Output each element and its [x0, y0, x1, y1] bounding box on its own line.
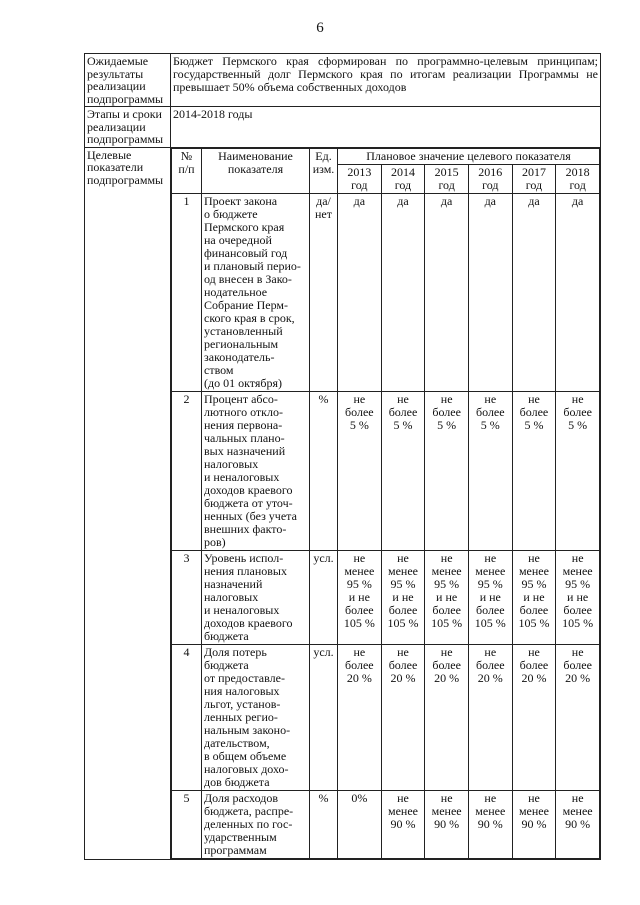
indicator-value: не менее 95 % и не более 105 %	[425, 550, 469, 644]
indicator-value: да	[468, 193, 512, 391]
indicator-value: не более 20 %	[425, 644, 469, 790]
year-2016: 2016 год	[468, 164, 512, 193]
indicator-value: не более 20 %	[468, 644, 512, 790]
indicator-value: не менее 90 %	[381, 790, 425, 858]
year-2014: 2014 год	[381, 164, 425, 193]
indicator-row	[172, 790, 600, 858]
year-2013: 2013 год	[338, 164, 382, 193]
indicator-name: Уровень испол- нения плановых назначений налоговых и неналоговых доходов краевого бюджета	[202, 550, 310, 644]
indicator-num: 3	[172, 550, 202, 644]
indicator-value: да	[381, 193, 425, 391]
stages-label: Этапы и сроки реализации подпрограммы	[85, 107, 171, 148]
indicator-value: не менее 90 %	[468, 790, 512, 858]
indicator-name: Проект закона о бюджете Пермского края на очередной финансовый год и плановый перио- од внесен в Зако- нодательное Собрание Перм- ского края в срок, установленный региональным законодатель- ством (до 01 октября)	[202, 193, 310, 391]
expected-results-text: Бюджет Пермского края сформирован по программно-целевым принципам; государственный долг Пермского края по итогам реализации Программы не превышает 50% объема собственных доходов	[171, 54, 601, 107]
passport-table	[84, 53, 601, 860]
indicator-value: не менее 90 %	[425, 790, 469, 858]
indicator-value: не более 5 %	[381, 391, 425, 550]
header-name: Наименование показателя	[202, 148, 310, 193]
page-number: 6	[316, 20, 324, 36]
expected-results-row	[85, 54, 601, 107]
header-unit: Ед. изм.	[310, 148, 338, 193]
year-2018: 2018 год	[556, 164, 600, 193]
year-2017: 2017 год	[512, 164, 556, 193]
indicator-value: не более 5 %	[556, 391, 600, 550]
indicator-value: не более 5 %	[338, 391, 382, 550]
indicator-value: не менее 95 % и не более 105 %	[381, 550, 425, 644]
expected-results-label: Ожидаемые результаты реализации подпрограммы	[85, 54, 171, 107]
indicator-num: 4	[172, 644, 202, 790]
indicator-value: не менее 90 %	[512, 790, 556, 858]
indicator-value: да	[512, 193, 556, 391]
indicator-value: да	[338, 193, 382, 391]
indicator-row	[172, 550, 600, 644]
stages-text: 2014-2018 годы	[171, 107, 601, 148]
targets-label: Целевые показатели подпрограммы	[85, 147, 171, 859]
indicator-value: не менее 90 %	[556, 790, 600, 858]
indicator-row	[172, 193, 600, 391]
year-2015: 2015 год	[425, 164, 469, 193]
targets-row	[85, 147, 601, 859]
indicator-num: 2	[172, 391, 202, 550]
indicator-unit: усл.	[310, 550, 338, 644]
indicator-name: Доля потерь бюджета от предоставле- ния налоговых льгот, установ- ленных регио- нальным законо- дательством, в общем объеме налоговых дохо- дов бюджета	[202, 644, 310, 790]
indicator-name: Процент абсо- лютного откло- нения первона- чальных плано- вых назначений налоговых и неналоговых доходов краевого бюджета от уточ- ненных (без учета внешних факто- ров)	[202, 391, 310, 550]
indicator-value: не более 5 %	[512, 391, 556, 550]
indicator-row	[172, 391, 600, 550]
indicator-value: не более 5 %	[468, 391, 512, 550]
indicator-value: не менее 95 % и не более 105 %	[556, 550, 600, 644]
indicator-unit: %	[310, 391, 338, 550]
indicator-num: 1	[172, 193, 202, 391]
indicator-value: не менее 95 % и не более 105 %	[468, 550, 512, 644]
indicator-value: не более 20 %	[381, 644, 425, 790]
header-plan: Плановое значение целевого показателя	[338, 148, 600, 164]
indicator-unit: усл.	[310, 644, 338, 790]
indicators-header-row	[172, 148, 600, 164]
header-num: № п/п	[172, 148, 202, 193]
indicator-value: да	[556, 193, 600, 391]
indicator-value: 0%	[338, 790, 382, 858]
indicator-unit: да/ нет	[310, 193, 338, 391]
indicator-value: да	[425, 193, 469, 391]
stages-row	[85, 107, 601, 148]
indicator-value: не менее 95 % и не более 105 %	[338, 550, 382, 644]
indicator-value: не более 5 %	[425, 391, 469, 550]
indicator-value: не менее 95 % и не более 105 %	[512, 550, 556, 644]
indicators-table	[171, 148, 600, 859]
indicator-value: не более 20 %	[556, 644, 600, 790]
indicator-value: не более 20 %	[512, 644, 556, 790]
targets-cell	[171, 147, 601, 859]
indicator-value: не более 20 %	[338, 644, 382, 790]
indicator-num: 5	[172, 790, 202, 858]
indicator-unit: %	[310, 790, 338, 858]
indicator-name: Доля расходов бюджета, распре- деленных по гос- ударственным программам	[202, 790, 310, 858]
indicator-row	[172, 644, 600, 790]
